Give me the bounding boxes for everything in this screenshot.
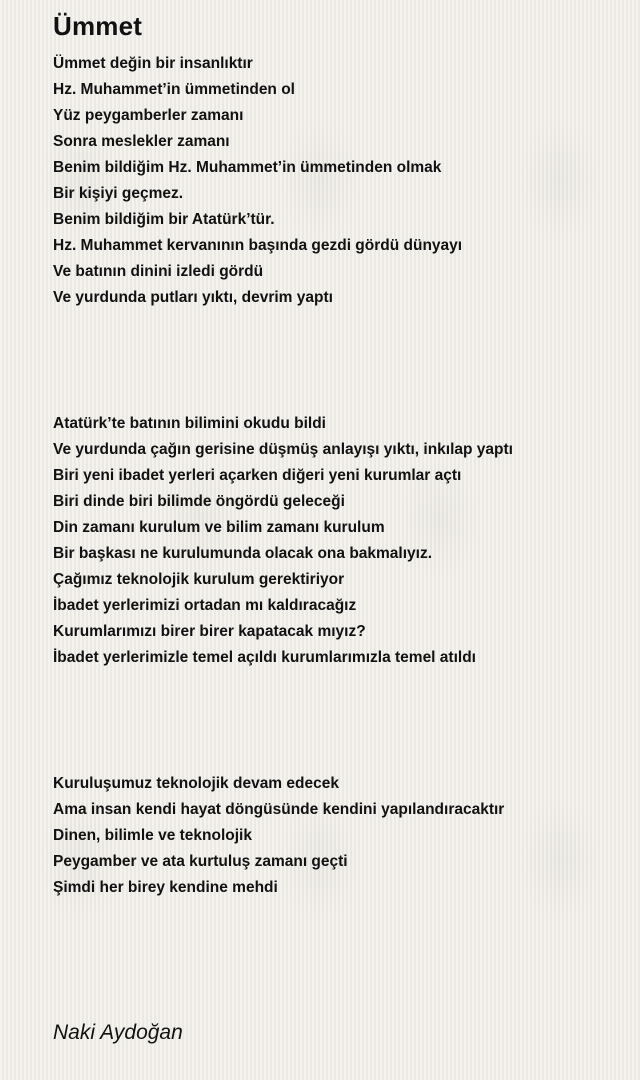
poem-line: Benim bildiğim bir Atatürk’tür. <box>53 211 275 228</box>
poem-line: Ve yurdunda çağın gerisine düşmüş anlayışı yıktı, inkılap yaptı <box>53 441 513 458</box>
poem-line: Bir kişiyi geçmez. <box>53 185 184 202</box>
poem-line: Ama insan kendi hayat döngüsünde kendini yapılandıracaktır <box>53 801 505 818</box>
poem-line: Ümmet değin bir insanlıktır <box>53 55 253 72</box>
stanza-2 <box>53 411 513 671</box>
poem-line: Benim bildiğim Hz. Muhammet’in ümmetinden olmak <box>53 159 442 176</box>
poem-line: Çağımız teknolojik kurulum gerektiriyor <box>53 571 345 588</box>
poem-line: Dinen, bilimle ve teknolojik <box>53 827 252 844</box>
poem-line: Sonra meslekler zamanı <box>53 133 230 150</box>
poem-line: Yüz peygamberler zamanı <box>53 107 244 124</box>
poem-line: Kuruluşumuz teknolojik devam edecek <box>53 775 339 792</box>
poem-line: İbadet yerlerimizle temel açıldı kurumlarımızla temel atıldı <box>53 649 476 666</box>
poem-line: Hz. Muhammet’in ümmetinden ol <box>53 81 295 98</box>
stanza-1 <box>53 51 462 311</box>
poem-line: İbadet yerlerimizi ortadan mı kaldıracağız <box>53 597 357 614</box>
poem-line: Biri yeni ibadet yerleri açarken diğeri yeni kurumlar açtı <box>53 467 462 484</box>
poem-line: Peygamber ve ata kurtuluş zamanı geçti <box>53 853 348 870</box>
poem-line: Biri dinde biri bilimde öngördü geleceği <box>53 493 345 510</box>
poem-author: Naki Aydoğan <box>53 1021 183 1044</box>
poem-line: Ve yurdunda putları yıktı, devrim yaptı <box>53 289 333 306</box>
poem-line: Şimdi her birey kendine mehdi <box>53 879 278 896</box>
poem-line: Kurumlarımızı birer birer kapatacak mıyız? <box>53 623 366 640</box>
stanza-3 <box>53 771 504 901</box>
poem-line: Ve batının dinini izledi gördü <box>53 263 264 280</box>
poem-line: Din zamanı kurulum ve bilim zamanı kurulum <box>53 519 385 536</box>
poem-line: Hz. Muhammet kervanının başında gezdi gördü dünyayı <box>53 237 463 254</box>
poem-title: Ümmet <box>53 11 143 41</box>
poem-line: Atatürk’te batının bilimini okudu bildi <box>53 415 326 432</box>
poem-line: Bir başkası ne kurulumunda olacak ona bakmalıyız. <box>53 545 433 562</box>
